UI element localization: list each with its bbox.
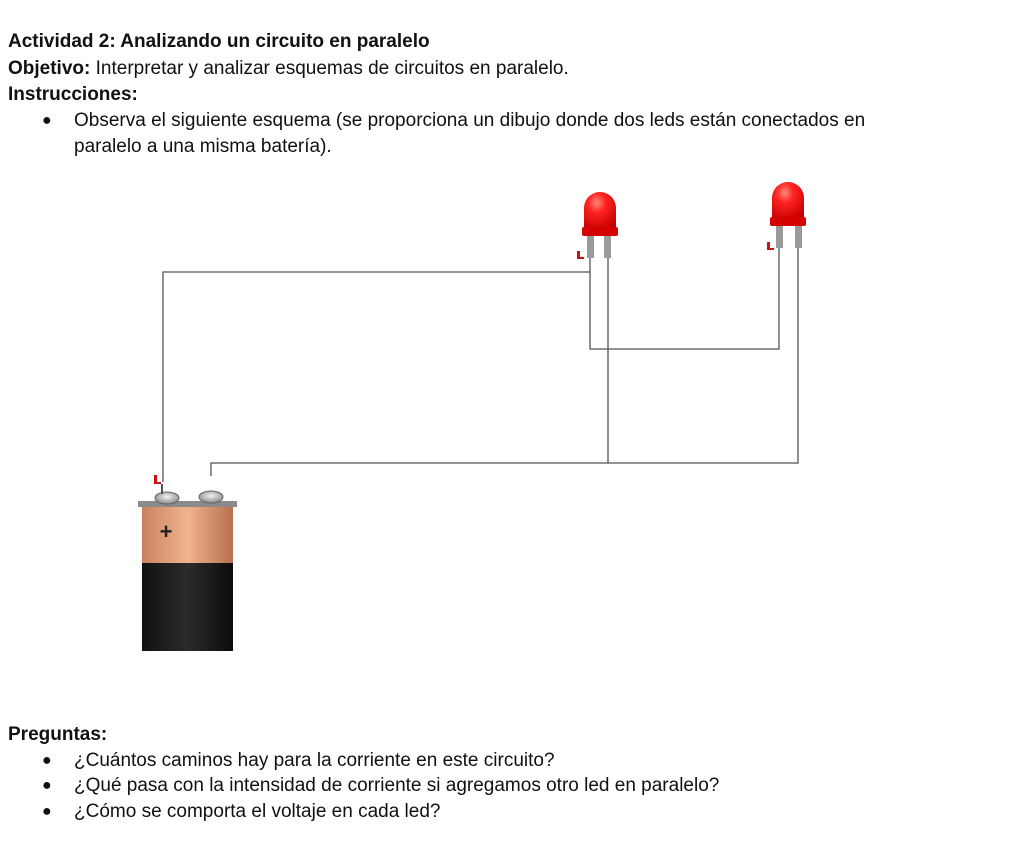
battery-9v: [138, 475, 237, 651]
instruction-line-1: Observa el siguiente esquema (se proporciona un dibujo donde dos leds están conectados en: [74, 110, 866, 131]
question-text: ¿Qué pasa con la intensidad de corriente si agregamos otro led en paralelo?: [74, 775, 720, 796]
battery-plus-symbol: +: [159, 519, 173, 544]
led-2-cathode-leg: [795, 225, 802, 248]
instructions-heading: Instrucciones:: [8, 84, 138, 105]
bullet-icon: ●: [42, 777, 52, 794]
battery-body: [142, 563, 233, 651]
led-1-dome: [584, 192, 616, 228]
battery-negative-terminal: [199, 491, 223, 503]
activity-title: Actividad 2: Analizando un circuito en paralelo: [8, 31, 430, 52]
instruction-line-2: paralelo a una misma batería).: [74, 136, 332, 157]
battery-top: [142, 503, 233, 565]
questions-heading: Preguntas:: [8, 724, 108, 745]
objective-text: Interpretar y analizar esquemas de circuitos en paralelo.: [95, 58, 569, 79]
led-1-cathode-leg: [604, 235, 611, 258]
led-1-anode-leg: [587, 235, 594, 258]
wire-battery-positive: [163, 255, 590, 482]
led-1-rim: [582, 227, 618, 236]
bullet-icon: ●: [42, 752, 52, 769]
led-2: [767, 182, 806, 250]
question-item: [0, 801, 1014, 823]
led-1: [577, 192, 618, 259]
bullet-icon: ●: [42, 112, 52, 129]
wire-led1-anode-to-led2: [590, 248, 779, 349]
question-item: [0, 775, 1014, 797]
bullet-icon: ●: [42, 803, 52, 820]
led-2-dome: [772, 182, 804, 218]
led-2-anode-leg: [776, 225, 783, 248]
battery-cap: [138, 501, 237, 507]
question-text: ¿Cuántos caminos hay para la corriente en este circuito?: [74, 750, 555, 771]
wires: [163, 246, 798, 482]
battery-positive-terminal: [155, 492, 179, 504]
led-2-rim: [770, 217, 806, 226]
wire-battery-negative: [211, 246, 798, 476]
question-item: [0, 750, 1014, 772]
question-text: ¿Cómo se comporta el voltaje en cada led?: [74, 801, 441, 822]
objective-label: Objetivo:: [8, 58, 91, 79]
